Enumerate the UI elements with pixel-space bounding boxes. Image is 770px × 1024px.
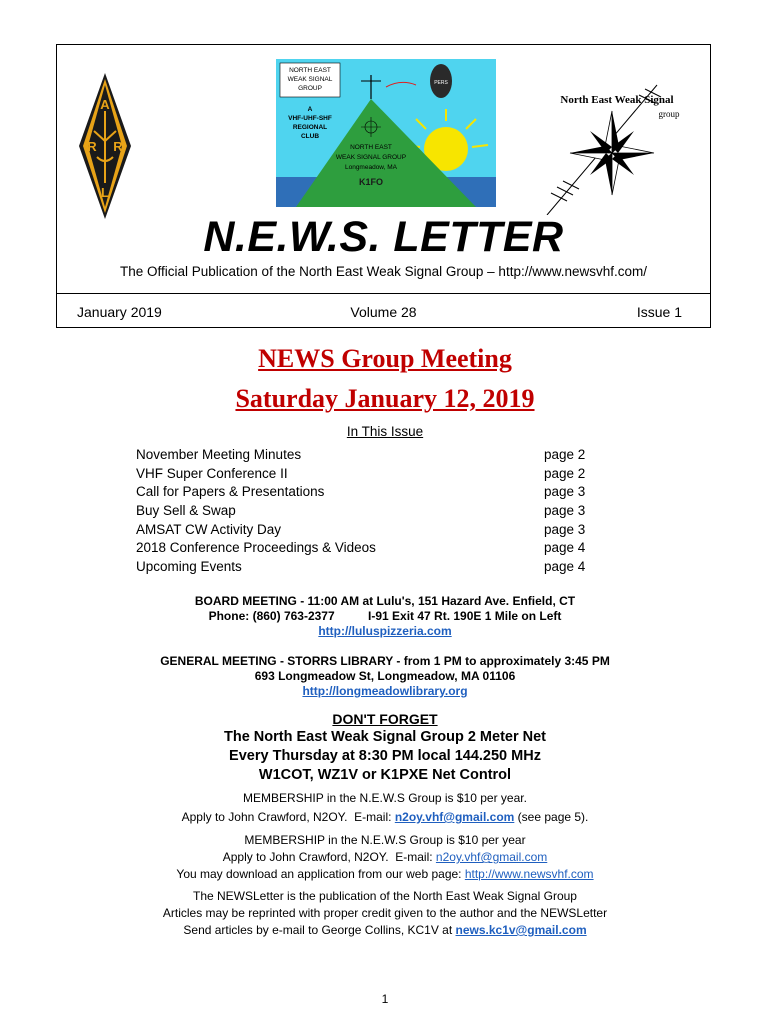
general-address-line: 693 Longmeadow St, Longmeadow, MA 01106 — [254, 669, 516, 683]
membership-line: MEMBERSHIP in the N.E.W.S Group is $10 per year — [244, 833, 526, 847]
arrl-letter-a: A — [100, 97, 110, 112]
footer-email-link[interactable]: news.kc1v@gmail.com — [455, 923, 587, 937]
toc-item-page: page 3 — [544, 503, 586, 519]
logo-club-line: A — [307, 106, 313, 113]
footer-email-line — [0, 922, 770, 939]
membership-apply-suffix: (see page 5). — [514, 810, 589, 824]
news-logo-title: North East Weak Signal — [560, 94, 674, 106]
toc-item-page: page 2 — [544, 447, 586, 462]
toc-item-title: Upcoming Events — [136, 559, 242, 575]
board-directions: I-91 Exit 47 Rt. 190E 1 Mile on Left — [368, 609, 562, 623]
membership-email-link[interactable]: n2oy.vhf@gmail.com — [435, 850, 548, 864]
logo-text-line: GROUP — [298, 85, 322, 92]
meeting-date: Saturday January 12, 2019 — [235, 384, 535, 413]
toc-item-title: 2018 Conference Proceedings & Videos — [136, 540, 376, 556]
toc-item — [136, 521, 588, 540]
net-line: The North East Weak Signal Group 2 Meter Net — [223, 729, 547, 745]
meeting-heading: NEWS Group Meeting — [258, 344, 512, 373]
toc-item — [136, 446, 588, 465]
toc-item-title: Call for Papers & Presentations — [136, 484, 325, 500]
general-link[interactable]: http://longmeadowlibrary.org — [302, 684, 468, 698]
toc-item-page: page 3 — [544, 484, 586, 500]
footer-email-text: Send articles by e-mail to George Collins, KC1V at — [183, 923, 456, 937]
toc-item-page: page 4 — [544, 559, 586, 575]
net-line: W1COT, WZ1V or K1PXE Net Control — [258, 767, 512, 783]
dont-forget-heading: DON'T FORGET — [332, 711, 438, 727]
general-meeting-line: GENERAL MEETING - STORRS LIBRARY - from 1 PM to approximately 3:45 PM — [160, 654, 610, 668]
newsletter-footer-note — [0, 888, 770, 939]
logo-text-line: WEAK SIGNAL — [287, 76, 333, 83]
toc-item-title: VHF Super Conference II — [136, 465, 288, 481]
logo-badge-text: PERS — [434, 80, 448, 86]
logo-club-line: CLUB — [300, 133, 320, 140]
toc-heading: In This Issue — [346, 424, 424, 439]
newsletter-subtitle: The Official Publication of the North East Weak Signal Group – http://www.newsvhf.com/ — [119, 264, 647, 279]
board-link[interactable]: http://luluspizzeria.com — [318, 624, 452, 638]
arrl-letter-l: L — [101, 185, 109, 200]
board-phone-line — [0, 609, 770, 624]
footer-line: Articles may be reprinted with proper credit given to the author and the NEWSLetter — [162, 906, 608, 920]
membership-apply-line — [0, 809, 770, 826]
logo-text-line: NORTH EAST — [289, 67, 331, 74]
toc-item-title: November Meeting Minutes — [136, 447, 302, 462]
toc-item — [136, 558, 588, 577]
membership-web-text: You may download an application from our web page: — [176, 867, 465, 881]
footer-line: The NEWSLetter is the publication of the North East Weak Signal Group — [193, 889, 577, 903]
masthead-divider — [57, 293, 710, 294]
logo-club-line: REGIONAL — [292, 124, 328, 131]
logo-sign-line: NORTH EAST — [350, 144, 392, 151]
membership-apply-line — [0, 849, 770, 866]
news-group-illustration — [276, 59, 496, 207]
page-number: 1 — [381, 992, 389, 1006]
membership-web-link[interactable]: http://www.newsvhf.com — [464, 867, 594, 881]
board-phone: Phone: (860) 763-2377 — [208, 609, 335, 623]
arrl-letter-r2: R — [113, 139, 123, 154]
toc-item — [136, 539, 588, 558]
logo-sign-line: WEAK SIGNAL GROUP — [335, 154, 407, 161]
logo-club-line: VHF-UHF-SHF — [288, 115, 332, 122]
toc-item-page: page 3 — [544, 521, 586, 537]
issue-date: January 2019 — [77, 304, 162, 320]
issue-number: Issue 1 — [636, 304, 682, 320]
table-of-contents — [136, 446, 588, 577]
toc-item — [136, 502, 588, 521]
logo-callsign: K1FO — [358, 177, 384, 187]
net-line: Every Thursday at 8:30 PM local 144.250 MHz — [229, 748, 541, 764]
issue-volume: Volume 28 — [350, 304, 417, 320]
arrl-logo-icon — [79, 73, 131, 219]
membership-note-2 — [0, 832, 770, 883]
toc-item-title: AMSAT CW Activity Day — [136, 521, 282, 537]
toc-item — [136, 483, 588, 502]
masthead — [56, 44, 711, 328]
logo-sign-line: Longmeadow, MA — [344, 164, 398, 171]
membership-note-1 — [0, 790, 770, 826]
toc-item-page: page 2 — [544, 465, 586, 481]
newsletter-title: N.E.W.S. LETTER — [203, 213, 564, 261]
membership-apply-text: Apply to John Crawford, N2OY. E-mail: — [181, 810, 395, 824]
net-reminder — [0, 711, 770, 785]
board-meeting-info — [0, 594, 770, 639]
membership-apply-text: Apply to John Crawford, N2OY. E-mail: — [222, 850, 436, 864]
toc-item — [136, 465, 588, 484]
arrl-letter-r1: R — [87, 139, 97, 154]
toc-item-title: Buy Sell & Swap — [136, 503, 236, 519]
membership-line: MEMBERSHIP in the N.E.W.S Group is $10 per year. — [243, 791, 527, 805]
membership-email-link[interactable]: n2oy.vhf@gmail.com — [394, 810, 515, 824]
general-meeting-info — [0, 654, 770, 699]
board-meeting-line: BOARD MEETING - 11:00 AM at Lulu's, 151 Hazard Ave. Enfield, CT — [194, 594, 576, 608]
toc-item-page: page 4 — [544, 540, 586, 556]
compass-rose-logo-icon — [517, 75, 697, 215]
membership-web-line — [0, 866, 770, 883]
news-logo-subtitle: group — [658, 109, 680, 119]
